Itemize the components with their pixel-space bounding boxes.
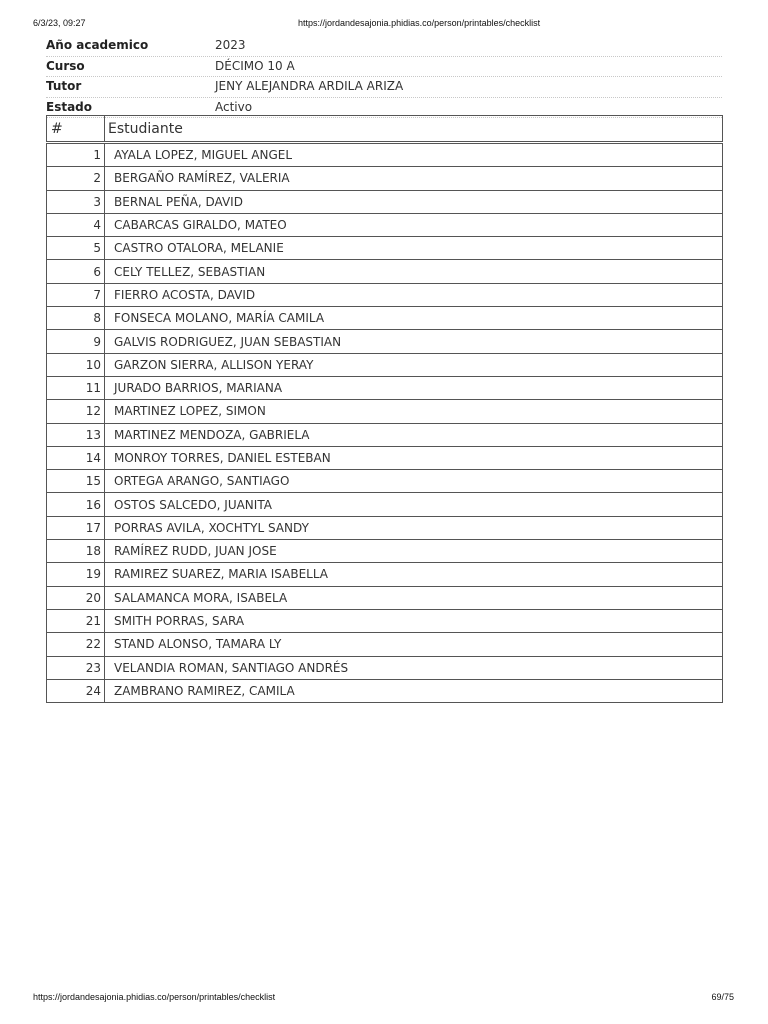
student-number: 19 xyxy=(47,563,105,586)
info-label: Estado xyxy=(46,99,93,114)
table-row xyxy=(47,633,723,656)
table-row xyxy=(47,423,723,446)
student-name: MONROY TORRES, DANIEL ESTEBAN xyxy=(105,446,723,469)
student-name: JURADO BARRIOS, MARIANA xyxy=(105,376,723,399)
table-row xyxy=(47,237,723,260)
student-number: 1 xyxy=(47,143,105,167)
student-number: 5 xyxy=(47,237,105,260)
course-info xyxy=(46,36,722,118)
info-row-course xyxy=(46,57,722,78)
table-row xyxy=(47,307,723,330)
info-value: 2023 xyxy=(215,38,246,52)
table-row xyxy=(47,516,723,539)
student-number: 13 xyxy=(47,423,105,446)
student-name: CASTRO OTALORA, MELANIE xyxy=(105,237,723,260)
student-number: 8 xyxy=(47,307,105,330)
info-row-academic-year xyxy=(46,36,722,57)
student-number: 15 xyxy=(47,470,105,493)
table-row xyxy=(47,679,723,702)
student-name: GARZON SIERRA, ALLISON YERAY xyxy=(105,353,723,376)
student-name: ORTEGA ARANGO, SANTIAGO xyxy=(105,470,723,493)
table-row xyxy=(47,540,723,563)
table-row xyxy=(47,167,723,190)
student-name: STAND ALONSO, TAMARA LY xyxy=(105,633,723,656)
student-number: 16 xyxy=(47,493,105,516)
student-number: 10 xyxy=(47,353,105,376)
info-label: Año academico xyxy=(46,38,149,52)
student-number: 18 xyxy=(47,540,105,563)
student-checklist-table xyxy=(46,115,723,703)
table-row xyxy=(47,470,723,493)
student-number: 4 xyxy=(47,213,105,236)
student-number: 3 xyxy=(47,190,105,213)
info-row-tutor xyxy=(46,77,722,98)
table-row xyxy=(47,143,723,167)
table-row xyxy=(47,563,723,586)
student-number: 20 xyxy=(47,586,105,609)
student-name: BERGAÑO RAMÍREZ, VALERIA xyxy=(105,167,723,190)
student-name: OSTOS SALCEDO, JUANITA xyxy=(105,493,723,516)
student-number: 9 xyxy=(47,330,105,353)
table-row xyxy=(47,260,723,283)
table-row xyxy=(47,656,723,679)
student-name: RAMIREZ SUAREZ, MARIA ISABELLA xyxy=(105,563,723,586)
column-header-number: # xyxy=(47,116,105,143)
table-row xyxy=(47,283,723,306)
student-number: 7 xyxy=(47,283,105,306)
print-header xyxy=(0,18,768,32)
student-name: CELY TELLEZ, SEBASTIAN xyxy=(105,260,723,283)
student-number: 11 xyxy=(47,376,105,399)
student-name: GALVIS RODRIGUEZ, JUAN SEBASTIAN xyxy=(105,330,723,353)
student-name: CABARCAS GIRALDO, MATEO xyxy=(105,213,723,236)
info-label: Tutor xyxy=(46,79,82,93)
student-number: 2 xyxy=(47,167,105,190)
table-row xyxy=(47,609,723,632)
student-number: 12 xyxy=(47,400,105,423)
table-row xyxy=(47,400,723,423)
info-value: JENY ALEJANDRA ARDILA ARIZA xyxy=(215,79,404,93)
student-number: 17 xyxy=(47,516,105,539)
footer-url: https://jordandesajonia.phidias.co/person/printables/checklist xyxy=(33,992,276,1002)
student-name: ZAMBRANO RAMIREZ, CAMILA xyxy=(105,679,723,702)
student-number: 6 xyxy=(47,260,105,283)
student-name: MARTINEZ LOPEZ, SIMON xyxy=(105,400,723,423)
table-row xyxy=(47,493,723,516)
student-name: BERNAL PEÑA, DAVID xyxy=(105,190,723,213)
student-number: 24 xyxy=(47,679,105,702)
student-name: FIERRO ACOSTA, DAVID xyxy=(105,283,723,306)
student-name: MARTINEZ MENDOZA, GABRIELA xyxy=(105,423,723,446)
column-header-student: Estudiante xyxy=(105,116,723,143)
table-row xyxy=(47,190,723,213)
student-name: PORRAS AVILA, XOCHTYL SANDY xyxy=(105,516,723,539)
table-row xyxy=(47,586,723,609)
student-number: 23 xyxy=(47,656,105,679)
table-header-row xyxy=(47,116,723,143)
student-name: SALAMANCA MORA, ISABELA xyxy=(105,586,723,609)
student-name: AYALA LOPEZ, MIGUEL ANGEL xyxy=(105,143,723,167)
print-date: 6/3/23, 09:27 xyxy=(33,18,86,28)
table-row xyxy=(47,376,723,399)
info-value: Activo xyxy=(215,99,253,114)
student-number: 14 xyxy=(47,446,105,469)
table-row xyxy=(47,330,723,353)
print-footer xyxy=(0,992,768,1006)
print-title-url: https://jordandesajonia.phidias.co/person/printables/checklist xyxy=(298,18,541,28)
student-name: SMITH PORRAS, SARA xyxy=(105,609,723,632)
info-value: DÉCIMO 10 A xyxy=(215,58,295,73)
table-body xyxy=(47,143,723,703)
student-name: FONSECA MOLANO, MARÍA CAMILA xyxy=(105,307,723,330)
student-number: 22 xyxy=(47,633,105,656)
table-row xyxy=(47,353,723,376)
student-number: 21 xyxy=(47,609,105,632)
table-row xyxy=(47,446,723,469)
student-name: VELANDIA ROMAN, SANTIAGO ANDRÉS xyxy=(105,656,723,679)
student-name: RAMÍREZ RUDD, JUAN JOSE xyxy=(105,540,723,563)
info-label: Curso xyxy=(46,58,85,73)
table-row xyxy=(47,213,723,236)
page-number: 69/75 xyxy=(711,992,734,1002)
